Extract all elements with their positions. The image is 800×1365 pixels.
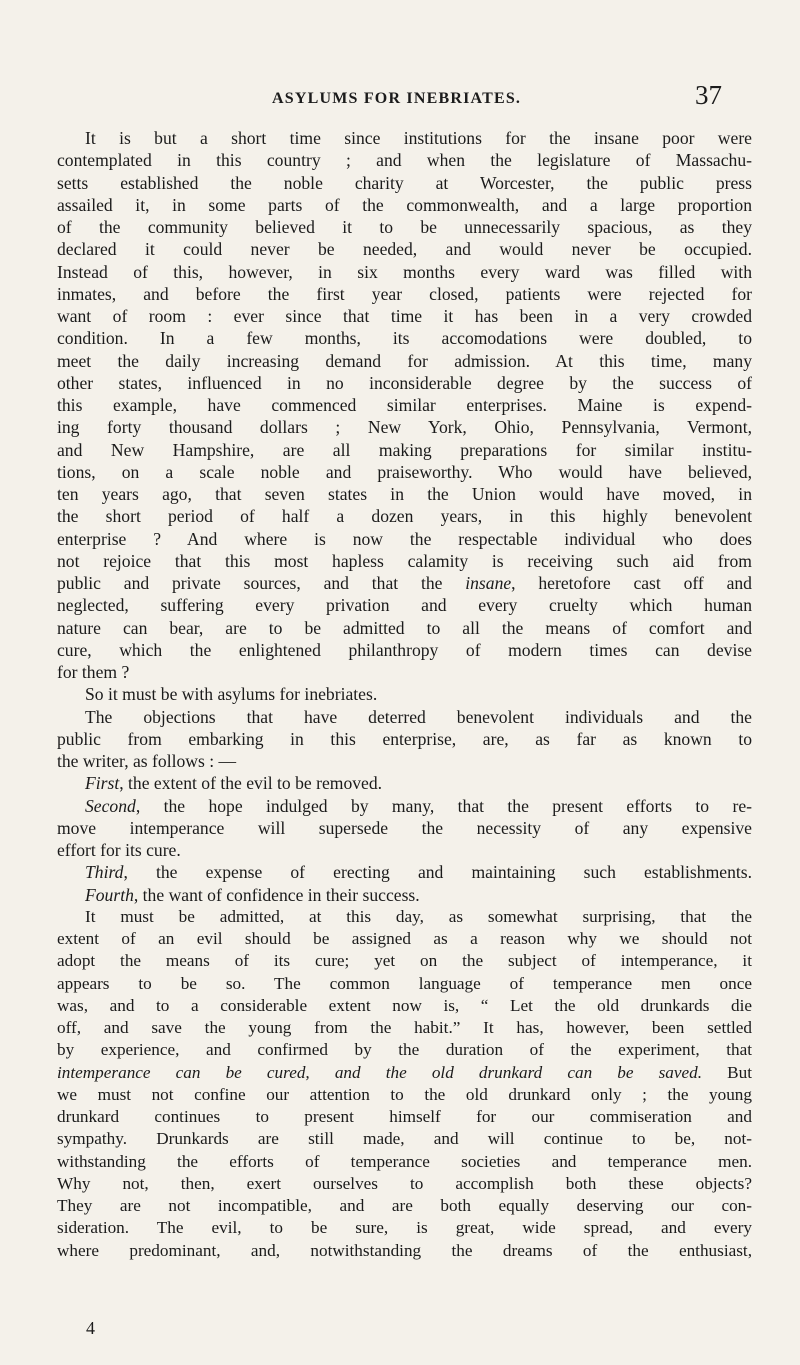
text-line: was, and to a considerable extent now is, “ Let the old drunkards die	[57, 995, 752, 1015]
text-line: inmates, and before the first year closed, patients were rejected for	[57, 283, 752, 304]
text-line: neglected, suffering every privation and every cruelty which human	[57, 595, 752, 616]
text-line: Second, the hope indulged by many, that the present efforts to re-	[85, 795, 752, 816]
text-line: Why not, then, exert ourselves to accomplish both these objects?	[57, 1173, 752, 1193]
text-line: It must be admitted, at this day, as somewhat surprising, that the	[85, 906, 752, 926]
text-line: First, the extent of the evil to be removed.	[85, 773, 383, 794]
text-line: setts established the noble charity at Worcester, the public press	[57, 172, 752, 193]
text-line: sympathy. Drunkards are still made, and will continue to be, not-	[57, 1129, 752, 1149]
text-line: appears to be so. The common language of temperance men once	[57, 973, 752, 993]
text-line: Instead of this, however, in six months every ward was filled with	[57, 261, 752, 282]
text-line: Third, the expense of erecting and maintaining such establishments.	[85, 862, 752, 883]
text-line: other states, influenced in no inconsiderable degree by the success of	[57, 372, 752, 393]
text-line: declared it could never be needed, and would never be occupied.	[57, 239, 752, 260]
text-line: withstanding the efforts of temperance societies and temperance men.	[57, 1151, 752, 1171]
text-line: It is but a short time since institutions for the insane poor were	[85, 128, 752, 148]
text-line: where predominant, and, notwithstanding the dreams of the enthusiast,	[57, 1240, 752, 1260]
text-line: the writer, as follows : —	[57, 751, 237, 771]
text-line: for them ?	[57, 662, 130, 682]
page-number: 37	[695, 80, 722, 110]
text-line: ten years ago, that seven states in the Union would have moved, in	[57, 484, 752, 504]
text-line: contemplated in this country ; and when the legislature of Massachu-	[57, 150, 752, 171]
text-line: adopt the means of its cure; yet on the subject of intemperance, it	[57, 951, 752, 971]
text-line: extent of an evil should be assigned as a reason why we should not	[57, 929, 752, 948]
text-line: intemperance can be cured, and the old drunkard can be saved. But	[57, 1062, 752, 1082]
text-line: sideration. The evil, to be sure, is great, wide spread, and every	[57, 1218, 752, 1238]
text-line: public and private sources, and that the insane, heretofore cast off and	[57, 573, 752, 593]
text-line: The objections that have deterred benevolent individuals and the	[85, 706, 752, 727]
text-line: drunkard continues to present himself for our commiseration and	[57, 1107, 752, 1126]
text-line: So it must be with asylums for inebriates.	[85, 684, 378, 705]
text-line: want of room : ever since that time it has been in a very crowded	[57, 306, 752, 326]
text-line: the short period of half a dozen years, in this highly benevolent	[57, 506, 752, 527]
signature-mark: 4	[86, 1318, 95, 1338]
text-line: enterprise ? And where is now the respectable individual who does	[57, 528, 752, 549]
text-line: not rejoice that this most hapless calamity is receiving such aid from	[57, 550, 752, 571]
running-title: ASYLUMS FOR INEBRIATES.	[272, 90, 522, 107]
text-line: assailed it, in some parts of the commonwealth, and a large proportion	[57, 194, 752, 215]
running-head	[0, 80, 800, 120]
text-line: ing forty thousand dollars ; New York, Ohio, Pennsylvania, Vermont,	[57, 417, 752, 438]
text-line: we must not confine our attention to the old drunkard only ; the young	[57, 1084, 752, 1104]
text-line: They are not incompatible, and are both equally deserving our con-	[57, 1196, 752, 1215]
text-line: by experience, and confirmed by the duration of the experiment, that	[57, 1040, 752, 1060]
text-line: meet the daily increasing demand for admission. At this time, many	[57, 350, 752, 371]
text-line: nature can bear, are to be admitted to all the means of comfort and	[57, 617, 752, 638]
text-line: tions, on a scale noble and praiseworthy. Who would have believed,	[57, 461, 752, 482]
text-line: and New Hampshire, are all making preparations for similar institu-	[57, 439, 752, 460]
text-line: of the community believed it to be unnecessarily spacious, as they	[57, 217, 752, 237]
text-line: move intemperance will supersede the necessity of any expensive	[57, 817, 752, 838]
text-line: Fourth, the want of confidence in their success.	[85, 884, 420, 905]
text-line: effort for its cure.	[57, 840, 181, 860]
text-line: off, and save the young from the habit.” It has, however, been settled	[57, 1018, 752, 1037]
text-line: public from embarking in this enterprise, are, as far as known to	[57, 728, 752, 749]
text-line: this example, have commenced similar enterprises. Maine is expend-	[57, 395, 752, 415]
text-line: condition. In a few months, its accomodations were doubled, to	[57, 328, 752, 349]
text-line: cure, which the enlightened philanthropy of modern times can devise	[57, 639, 752, 660]
body-text	[57, 127, 752, 1262]
